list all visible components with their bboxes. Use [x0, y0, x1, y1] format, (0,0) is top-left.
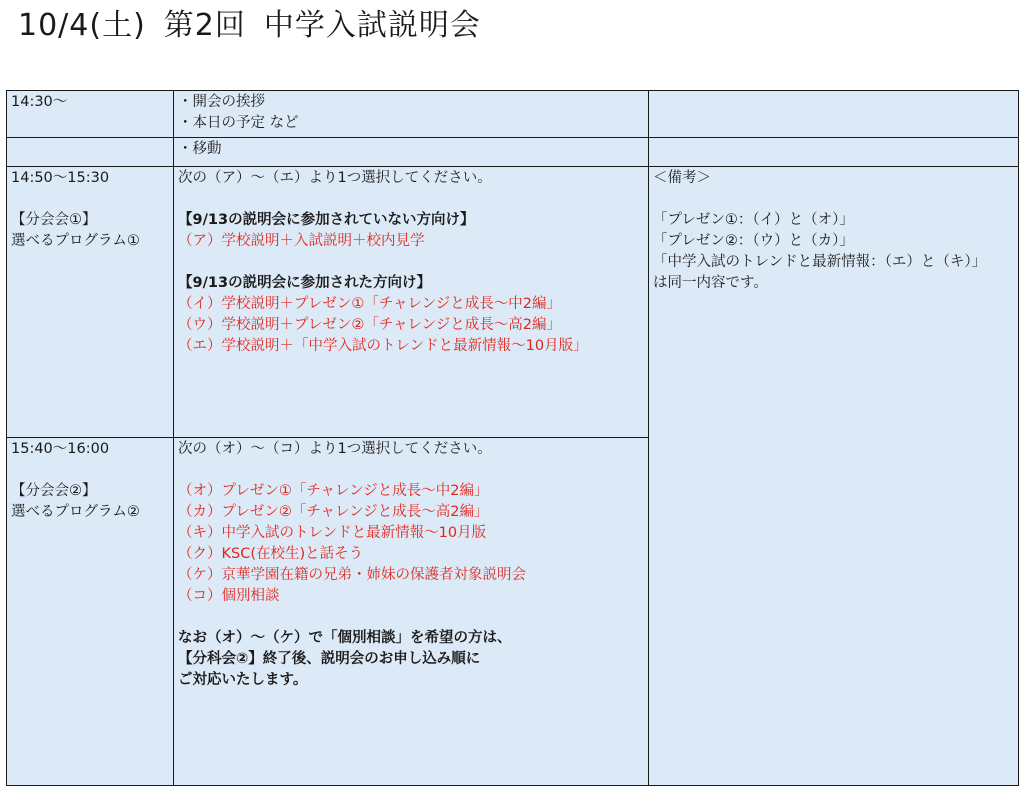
time-cell-opening — [7, 91, 174, 138]
program-option: （ア）学校説明＋入試説明＋校内見学 — [178, 233, 425, 249]
program-option: （ウ）学校説明＋プレゼン②「チャレンジと成長～高2編」 — [178, 317, 561, 333]
time-session1: 14:50～15:30 — [11, 170, 110, 186]
title-event: 中学入試説明会 — [263, 8, 481, 43]
program-option: （エ）学校説明＋「中学入試のトレンドと最新情報～10月版」 — [178, 338, 588, 354]
move-item: ・移動 — [178, 141, 222, 157]
remarks-heading: ＜備考＞ — [653, 170, 711, 186]
program-option: （ケ）京華学園在籍の兄弟・姉妹の保護者対象説明会 — [178, 567, 526, 583]
title-date: 10/4(土) — [18, 8, 146, 43]
session2-note-line: なお（オ）～（ケ）で「個別相談」を希望の方は、 — [178, 630, 512, 646]
time-opening: 14:30～ — [11, 94, 68, 110]
program-option: （オ）プレゼン①「チャレンジと成長～中2編」 — [178, 483, 489, 499]
time-cell-session1 — [7, 167, 174, 438]
session2-intro: 次の（オ）～（コ）より1つ選択してください。 — [178, 441, 492, 457]
program-cell-opening — [174, 91, 649, 138]
remarks-line: 「プレゼン②：（ウ）と（カ）」 — [653, 233, 854, 249]
row-opening — [7, 91, 1019, 138]
session1-intro: 次の（ア）～（エ）より1つ選択してください。 — [178, 170, 492, 186]
time-cell-move — [7, 138, 174, 167]
schedule-table — [6, 90, 1019, 786]
program-option: （コ）個別相談 — [178, 588, 280, 604]
remarks-cell — [649, 167, 1019, 786]
title-session: 第2回 — [163, 8, 246, 43]
program-option: （イ）学校説明＋プレゼン①「チャレンジと成長～中2編」 — [178, 296, 561, 312]
program-option: （キ）中学入試のトレンドと最新情報～10月版 — [178, 525, 487, 541]
remarks-line: 「中学入試のトレンドと最新情報：（エ）と（キ）」 — [653, 254, 987, 270]
program-option: （カ）プレゼン②「チャレンジと成長～高2編」 — [178, 504, 489, 520]
session1-group2-heading: 【9/13の説明会に参加された方向け】 — [178, 275, 432, 291]
program-option: （ク）KSC(在校生)と話そう — [178, 546, 364, 562]
row-move — [7, 138, 1019, 167]
session1-sublabel: 選べるプログラム① — [11, 233, 140, 249]
session2-sublabel: 選べるプログラム② — [11, 504, 140, 520]
program-cell-session2 — [174, 438, 649, 786]
program-cell-session1 — [174, 167, 649, 438]
session1-label: 【分会会①】 — [11, 212, 97, 228]
session2-note-line: 【分科会②】終了後、説明会のお申し込み順に — [178, 651, 481, 667]
page-title — [18, 4, 481, 48]
remarks-cell-move — [649, 138, 1019, 167]
session2-label: 【分会会②】 — [11, 483, 97, 499]
opening-item: ・開会の挨拶 — [178, 94, 265, 110]
program-cell-move — [174, 138, 649, 167]
remarks-cell-opening — [649, 91, 1019, 138]
session1-group1-heading: 【9/13の説明会に参加されていない方向け】 — [178, 212, 475, 228]
opening-item: ・本日の予定 など — [178, 115, 299, 131]
session2-note-line: ご対応いたします。 — [178, 672, 308, 688]
row-session1 — [7, 167, 1019, 438]
remarks-line: 「プレゼン①：（イ）と（オ）」 — [653, 212, 854, 228]
remarks-line: は同一内容です。 — [653, 275, 768, 291]
time-cell-session2 — [7, 438, 174, 786]
time-session2: 15:40～16:00 — [11, 441, 110, 457]
